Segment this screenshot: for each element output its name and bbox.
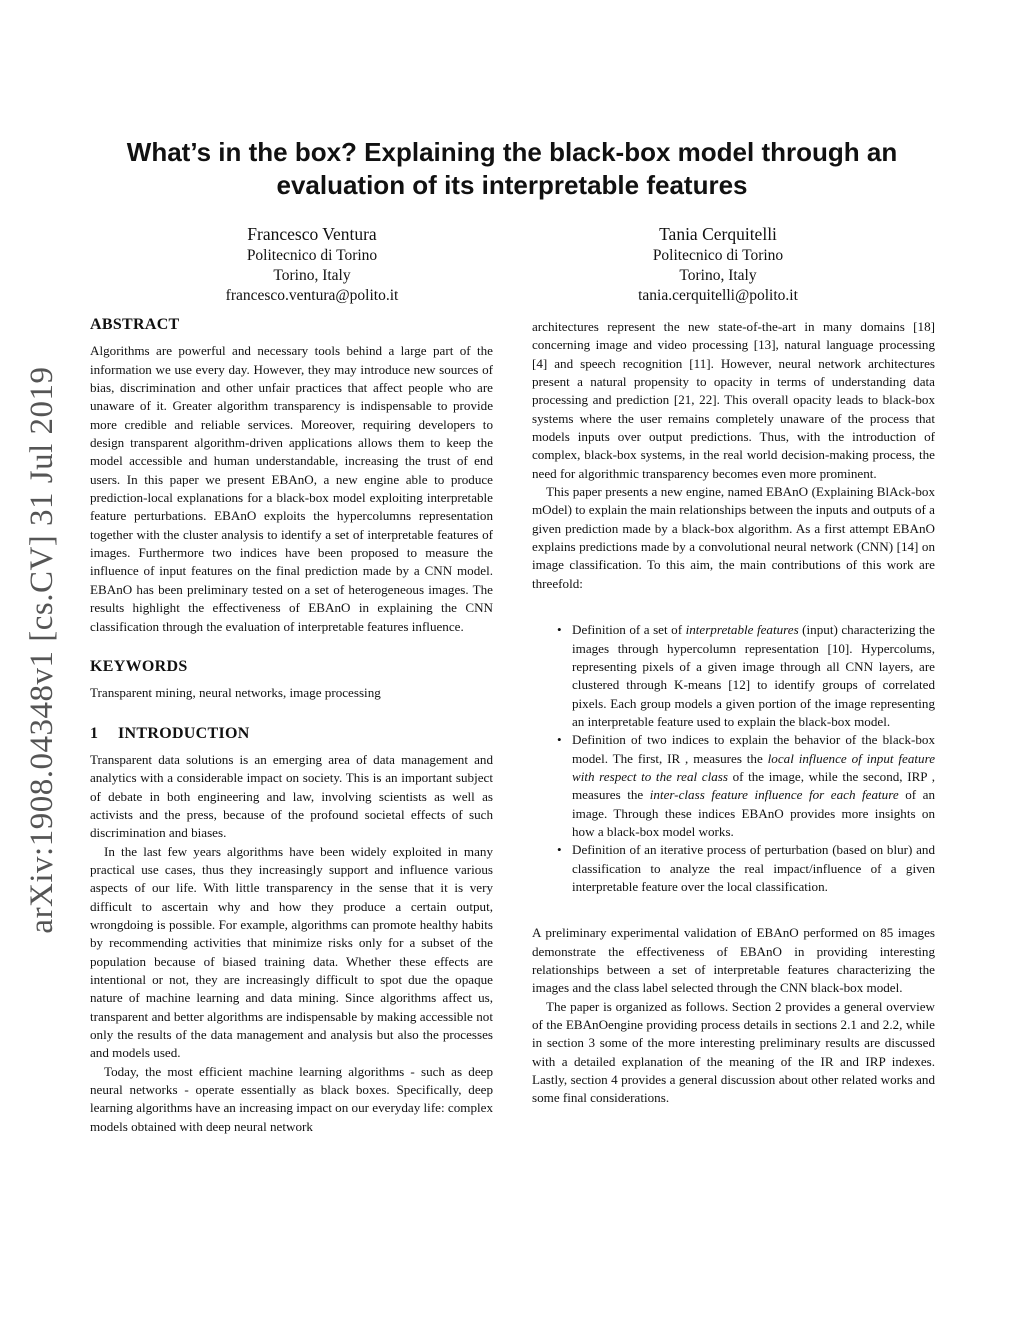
intro-paragraph-6: The paper is organized as follows. Section 2 provides a general overview of the EBAnOengine providing process details in sections 2.1 and 2.2, while in section 3 some of the more interesting preliminary results are discussed with a detailed explanation of the meaning of the IR and IRP indexes. Lastly, section 4 provides a general discussion about other related works and some final considerations. — [532, 998, 935, 1106]
list-item — [532, 841, 935, 896]
intro-paragraph-4: This paper presents a new engine, named EBAnO (Explaining BlAck-box mOdel) to explain the main relationships between the inputs and outputs of a given prediction made by a black-box algorithm. As a first attempt EBAnO explains predictions made by a convolutional neural network (CNN) [14] on image classification. To this aim, the main contributions of this work are threefold: — [532, 484, 935, 591]
intro-paragraph-5: A preliminary experimental validation of EBAnO performed on 85 images demonstrate the effectiveness of EBAnO in providing interesting relationships between a set of interpretable features characterizing the images and the class label selected through the CNN black-box model. — [532, 925, 935, 996]
bullet-emphasis: interpretable features — [685, 622, 799, 638]
introduction-heading — [90, 725, 493, 743]
right-column — [532, 318, 935, 1108]
author-name: Francesco Ventura — [247, 224, 377, 244]
abstract-heading: ABSTRACT — [90, 316, 180, 333]
bullet-text: Definition of a set of — [572, 622, 686, 638]
section-number: 1 — [90, 724, 99, 742]
keywords-heading: KEYWORDS — [90, 657, 188, 675]
keywords-text: Transparent mining, neural networks, image processing — [90, 685, 381, 701]
bullet-text: of an image. Through these indices EBAnO provides more insights on how a black-box model works. — [572, 787, 935, 839]
author-block-2 — [558, 222, 878, 306]
author-block-1 — [152, 222, 472, 306]
intro-paragraph-2: In the last few years algorithms have been widely exploited in many practical use cases, thus they increasingly support and influence various aspects of our life. With little transparency in the sense that it is very difficult to ascertain why and how they produce a certain output, wrongdoing is possible. For example, algorithms can promote healthy habits by recommending activities that minimize risks only for a subset of the population because of biased training data. Whether these effects are intentional or not, they are increasingly difficult to spot due the opaque nature of machine learning and data mining. Since algorithms affect us, transparent and better algorithms are indispensable by making accessible not only the results of the data management and analysis but also the processes and models used. — [90, 843, 493, 1061]
bullet-text: (input) characterizing the images through hypercolumn representation [10]. Hypercolums, representing pixels of a given image through all CNN layers, are clustered through K-means [12] to identify groups of correlated pixels. Each group models a given portion of the image representing an interpretable feature used to explain the black-box model. — [572, 622, 935, 729]
bullet-icon: • — [557, 842, 562, 858]
bullet-emphasis: local influence of input feature with respect to the real class — [572, 750, 936, 784]
intro-paragraph-3: Today, the most efficient machine learning algorithms - such as deep neural networks - operate essentially as black boxes. Specifically, deep learning algorithms have an increasing impact on our everyday life: complex models obtained with deep neural network — [90, 1063, 493, 1134]
list-item — [532, 621, 935, 731]
author-email[interactable]: francesco.ventura@polito.it — [225, 287, 399, 304]
bullet-icon: • — [557, 622, 562, 638]
arxiv-identifier: arXiv:1908.04348v1 [cs.CV] 31 Jul 2019 — [24, 366, 60, 934]
bullet-text: of the image, while the second, IRP , measures the — [572, 768, 935, 803]
author-name: Tania Cerquitelli — [659, 224, 777, 244]
intro-paragraph-3-continued: architectures represent the new state-of-the-art in many domains [18] concerning image and video processing [13], natural language processing [4] and speech recognition [11]. However, neural network architectures present a natural propensity to opacity in terms of understanding data processing and prediction [21, 22]. This overall opacity leads to black-box systems where the user remains completely unaware of the process that models inputs over output predictions. Thus, with the introduction of complex, black-box systems, in the real world decision-making process, the need for algorithmic transparency becomes even more prominent. — [532, 319, 935, 481]
list-item — [532, 731, 935, 841]
section-title: INTRODUCTION — [118, 724, 250, 742]
contributions-list — [532, 621, 935, 896]
author-affiliation: Politecnico di Torino — [246, 247, 378, 264]
author-affiliation: Politecnico di Torino — [652, 247, 784, 264]
author-location: Torino, Italy — [679, 267, 757, 284]
bullet-text: Definition of two indices to explain the behavior of the black-box model. The first, IR , measures the — [572, 732, 935, 766]
left-column — [90, 316, 493, 1136]
author-email[interactable]: tania.cerquitelli@polito.it — [638, 287, 798, 304]
paper-title: What’s in the box? Explaining the black-box model through an evaluation of its interpretable features — [126, 137, 898, 200]
bullet-emphasis: inter-class feature influence for each feature — [649, 787, 899, 803]
bullet-icon: • — [557, 732, 562, 748]
author-location: Torino, Italy — [273, 267, 351, 284]
intro-paragraph-1: Transparent data solutions is an emerging area of data management and analytics with a considerable impact on society. This is an important subject of debate in both engineering and law, involving scientists as well as activists and the press, because of the profound societal effects of such discrimination and biases. — [90, 751, 493, 841]
bullet-text: Definition of an iterative process of perturbation (based on blur) and classification to analyze the real impact/influence of a given interpretable feature over the local classification. — [572, 842, 935, 894]
abstract-text: Algorithms are powerful and necessary tools behind a large part of the information we use every day. However, they may introduce new sources of bias, discrimination and other unfair practices that affect people who are unaware of it. Greater algorithm transparency is indispensable to provide more credible and reliable services. Moreover, requiring developers to design transparent algorithm-driven applications allows them to keep the model accessible and human understandable, increasing the trust of end users. In this paper we present EBAnO, a new engine able to produce prediction-local explanations for a black-box model exploiting interpretable feature perturbations. EBAnO exploits the hypercolumns representation together with the cluster analysis to identify a set of interpretable features of images. Furthermore two indices have been proposed to measure the influence of input features on the final prediction made by a CNN model. EBAnO has been preliminary tested on a set of heterogeneous images. The results highlight the effectiveness of EBAnO in explaining the CNN classification through the evaluation of interpretable features influence. — [90, 343, 493, 634]
